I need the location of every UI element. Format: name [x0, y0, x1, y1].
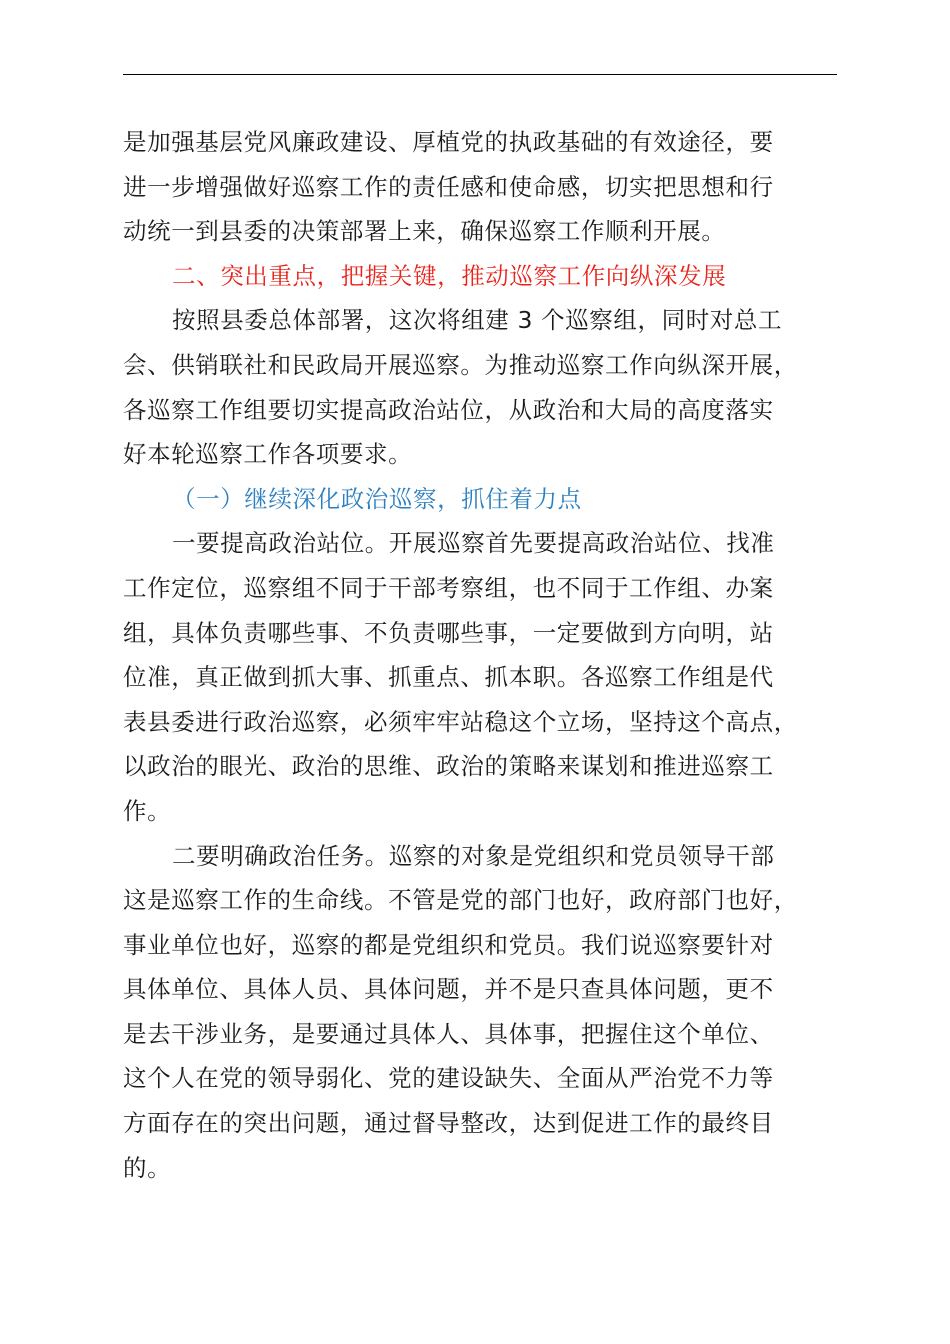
paragraph-line: 二要明确政治任务。巡察的对象是党组织和党员领导干部: [172, 841, 775, 870]
paragraph-line: 按照县委总体部署，这次将组建 3 个巡察组，同时对总工: [172, 306, 783, 335]
paragraph-line: 动统一到县委的决策部署上来，确保巡察工作顺利开展。: [123, 217, 726, 246]
paragraph-line: 以政治的眼光、政治的思维、政治的策略来谋划和推进巡察工: [123, 752, 774, 781]
paragraph-line: 方面存在的突出问题，通过督导整改，达到促进工作的最终目: [123, 1109, 774, 1138]
paragraph-line: 事业单位也好，巡察的都是党组织和党员。我们说巡察要针对: [123, 930, 774, 959]
paragraph-line: 表县委进行政治巡察，必须牢牢站稳这个立场，坚持这个高点，: [123, 707, 798, 736]
paragraph-line: 具体单位、具体人员、具体问题，并不是只查具体问题，更不: [123, 975, 774, 1004]
section-heading: 二、突出重点，把握关键，推动巡察工作向纵深发展: [172, 261, 727, 290]
paragraph-line: 作。: [123, 796, 172, 825]
paragraph-line: 进一步增强做好巡察工作的责任感和使命感，切实把思想和行: [123, 172, 774, 201]
paragraph-line: 好本轮巡察工作各项要求。: [123, 440, 413, 469]
paragraph-line: 一要提高政治站位。开展巡察首先要提高政治站位、找准: [172, 529, 775, 558]
paragraph-line: 这是巡察工作的生命线。不管是党的部门也好，政府部门也好，: [123, 886, 798, 915]
document-body: [123, 120, 837, 1190]
paragraph-line: 是加强基层党风廉政建设、厚植党的执政基础的有效途径，要: [123, 128, 774, 156]
paragraph-line: 各巡察工作组要切实提高政治站位，从政治和大局的高度落实: [123, 395, 774, 424]
paragraph-line: 的。: [123, 1153, 172, 1182]
paragraph-line: 位准，真正做到抓大事、抓重点、抓本职。各巡察工作组是代: [123, 663, 774, 692]
paragraph-line: 组，具体负责哪些事、不负责哪些事，一定要做到方向明，站: [123, 618, 774, 647]
subsection-heading: （一）继续深化政治巡察，抓住着力点: [172, 484, 582, 513]
header-rule: [123, 74, 837, 75]
paragraph-line: 会、供销联社和民政局开展巡察。为推动巡察工作向纵深开展，: [123, 350, 798, 379]
paragraph-line: 是去干涉业务，是要通过具体人、具体事，把握住这个单位、: [123, 1019, 774, 1048]
paragraph-line: 工作定位，巡察组不同于干部考察组，也不同于工作组、办案: [123, 573, 774, 602]
paragraph-line: 这个人在党的领导弱化、党的建设缺失、全面从严治党不力等: [123, 1064, 774, 1093]
